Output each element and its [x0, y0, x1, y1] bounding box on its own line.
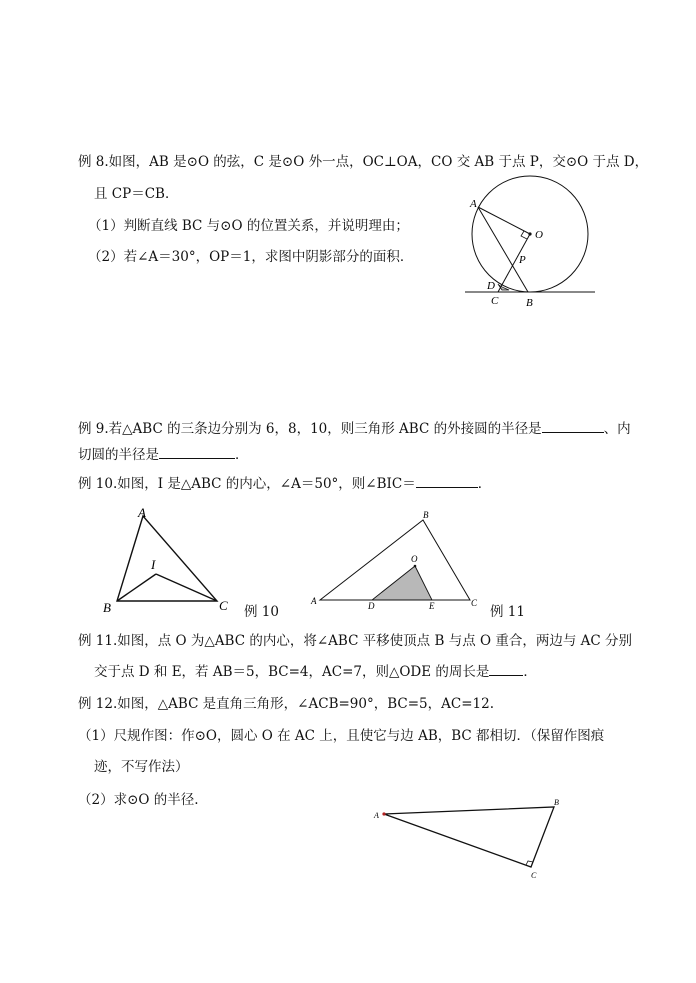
ex10-line1-text: 例 10.如图，I 是△ABC 的内心，∠A＝50°，则∠BIC＝: [78, 476, 416, 492]
ex11-point-o: [414, 565, 417, 568]
ex8-label-o: O: [535, 229, 543, 241]
ex10-line1: [78, 475, 491, 493]
ex8-label-d: D: [487, 280, 495, 292]
ex12-label-b: B: [554, 798, 559, 807]
ex10-label-i: I: [151, 557, 156, 572]
ex9-line1-text: 例 9.若△ABC 的三条边分别为 6，8，10，则三角形 ABC 的外接圆的半径是: [78, 421, 542, 437]
ex8-question-1: （1）判断直线 BC 与⊙O 的位置关系，并说明理由；: [88, 218, 409, 234]
ex10-figure: [100, 505, 240, 615]
ex12-point-a: [382, 812, 385, 815]
ex11-line2-text: 交于点 D 和 E，若 AB＝5，BC=4，AC=7，则△ODE 的周长是: [94, 664, 490, 680]
ex8-line1: 例 8.如图，AB 是⊙O 的弦，C 是⊙O 外一点，OC⊥OA，CO 交 AB 于点 P，交⊙O 于点 D，: [78, 154, 649, 170]
ex11-line1: 例 11.如图，点 O 为△ABC 的内心，将∠ABC 平移使顶点 B 与点 O 重合，两边与 AC 分别: [78, 633, 633, 649]
ex10-line1-tail: ．: [477, 476, 492, 492]
ex10-answer-blank[interactable]: [416, 475, 478, 488]
ex11-label-d: D: [368, 601, 375, 611]
ex12-figure: [368, 795, 568, 885]
ex12-question-1-line2: 迹，不写作法）: [94, 759, 189, 775]
ex8-label-a: A: [470, 198, 477, 210]
ex11-label-a: A: [311, 596, 317, 606]
ex8-label-c: C: [491, 295, 499, 307]
ex10-label-b: B: [103, 600, 111, 615]
ex9-answer-blank-1[interactable]: [542, 420, 604, 433]
ex8-line2: 且 CP＝CB．: [94, 186, 179, 202]
ex10-segment-ci: [156, 574, 217, 601]
ex12-line1: 例 12.如图，△ABC 是直角三角形，∠ACB=90°，BC=5，AC=12.: [78, 696, 494, 712]
ex8-figure: [455, 172, 605, 312]
ex12-triangle-abc: [384, 807, 554, 867]
ex9-line1: [78, 420, 631, 438]
ex8-label-p: P: [519, 254, 526, 266]
ex12-label-a: A: [374, 811, 379, 820]
ex11-label-b: B: [423, 510, 429, 520]
ex10-segment-bi: [117, 574, 156, 601]
ex11-line2: [94, 663, 537, 681]
ex10-label-a: A: [138, 505, 146, 520]
ex9-line2-tail: ．: [235, 447, 249, 463]
ex10-triangle-abc: [117, 516, 217, 601]
ex12-question-2: （2）求⊙O 的半径.: [78, 792, 199, 808]
ex11-label-c: C: [471, 598, 478, 608]
ex11-label-e: E: [429, 601, 435, 611]
ex9-line1-tail: 、内: [603, 421, 631, 437]
ex9-answer-blank-2[interactable]: [159, 446, 235, 459]
ex8-question-2: （2）若∠A＝30°，OP＝1，求图中阴影部分的面积．: [88, 249, 414, 265]
ex10-caption: 例 10: [244, 604, 279, 620]
ex9-line2: [78, 446, 249, 464]
ex8-label-b: B: [526, 297, 533, 309]
ex11-caption: 例 11: [490, 604, 525, 620]
ex9-line2-text: 切圆的半径是: [78, 447, 159, 463]
ex12-question-1-line1: （1）尺规作图：作⊙O，圆心 O 在 AC 上，且使它与边 AB，BC 都相切．（保留作图痕: [78, 728, 605, 744]
ex11-figure: [308, 508, 488, 610]
ex8-point-o: [528, 232, 531, 235]
ex12-label-c: C: [531, 871, 537, 880]
ex11-shaded-triangle-ode: [372, 566, 432, 600]
ex11-line2-tail: ．: [523, 664, 537, 680]
ex11-label-o: O: [411, 554, 418, 564]
ex10-label-c: C: [219, 598, 228, 613]
ex11-answer-blank[interactable]: [489, 663, 523, 676]
